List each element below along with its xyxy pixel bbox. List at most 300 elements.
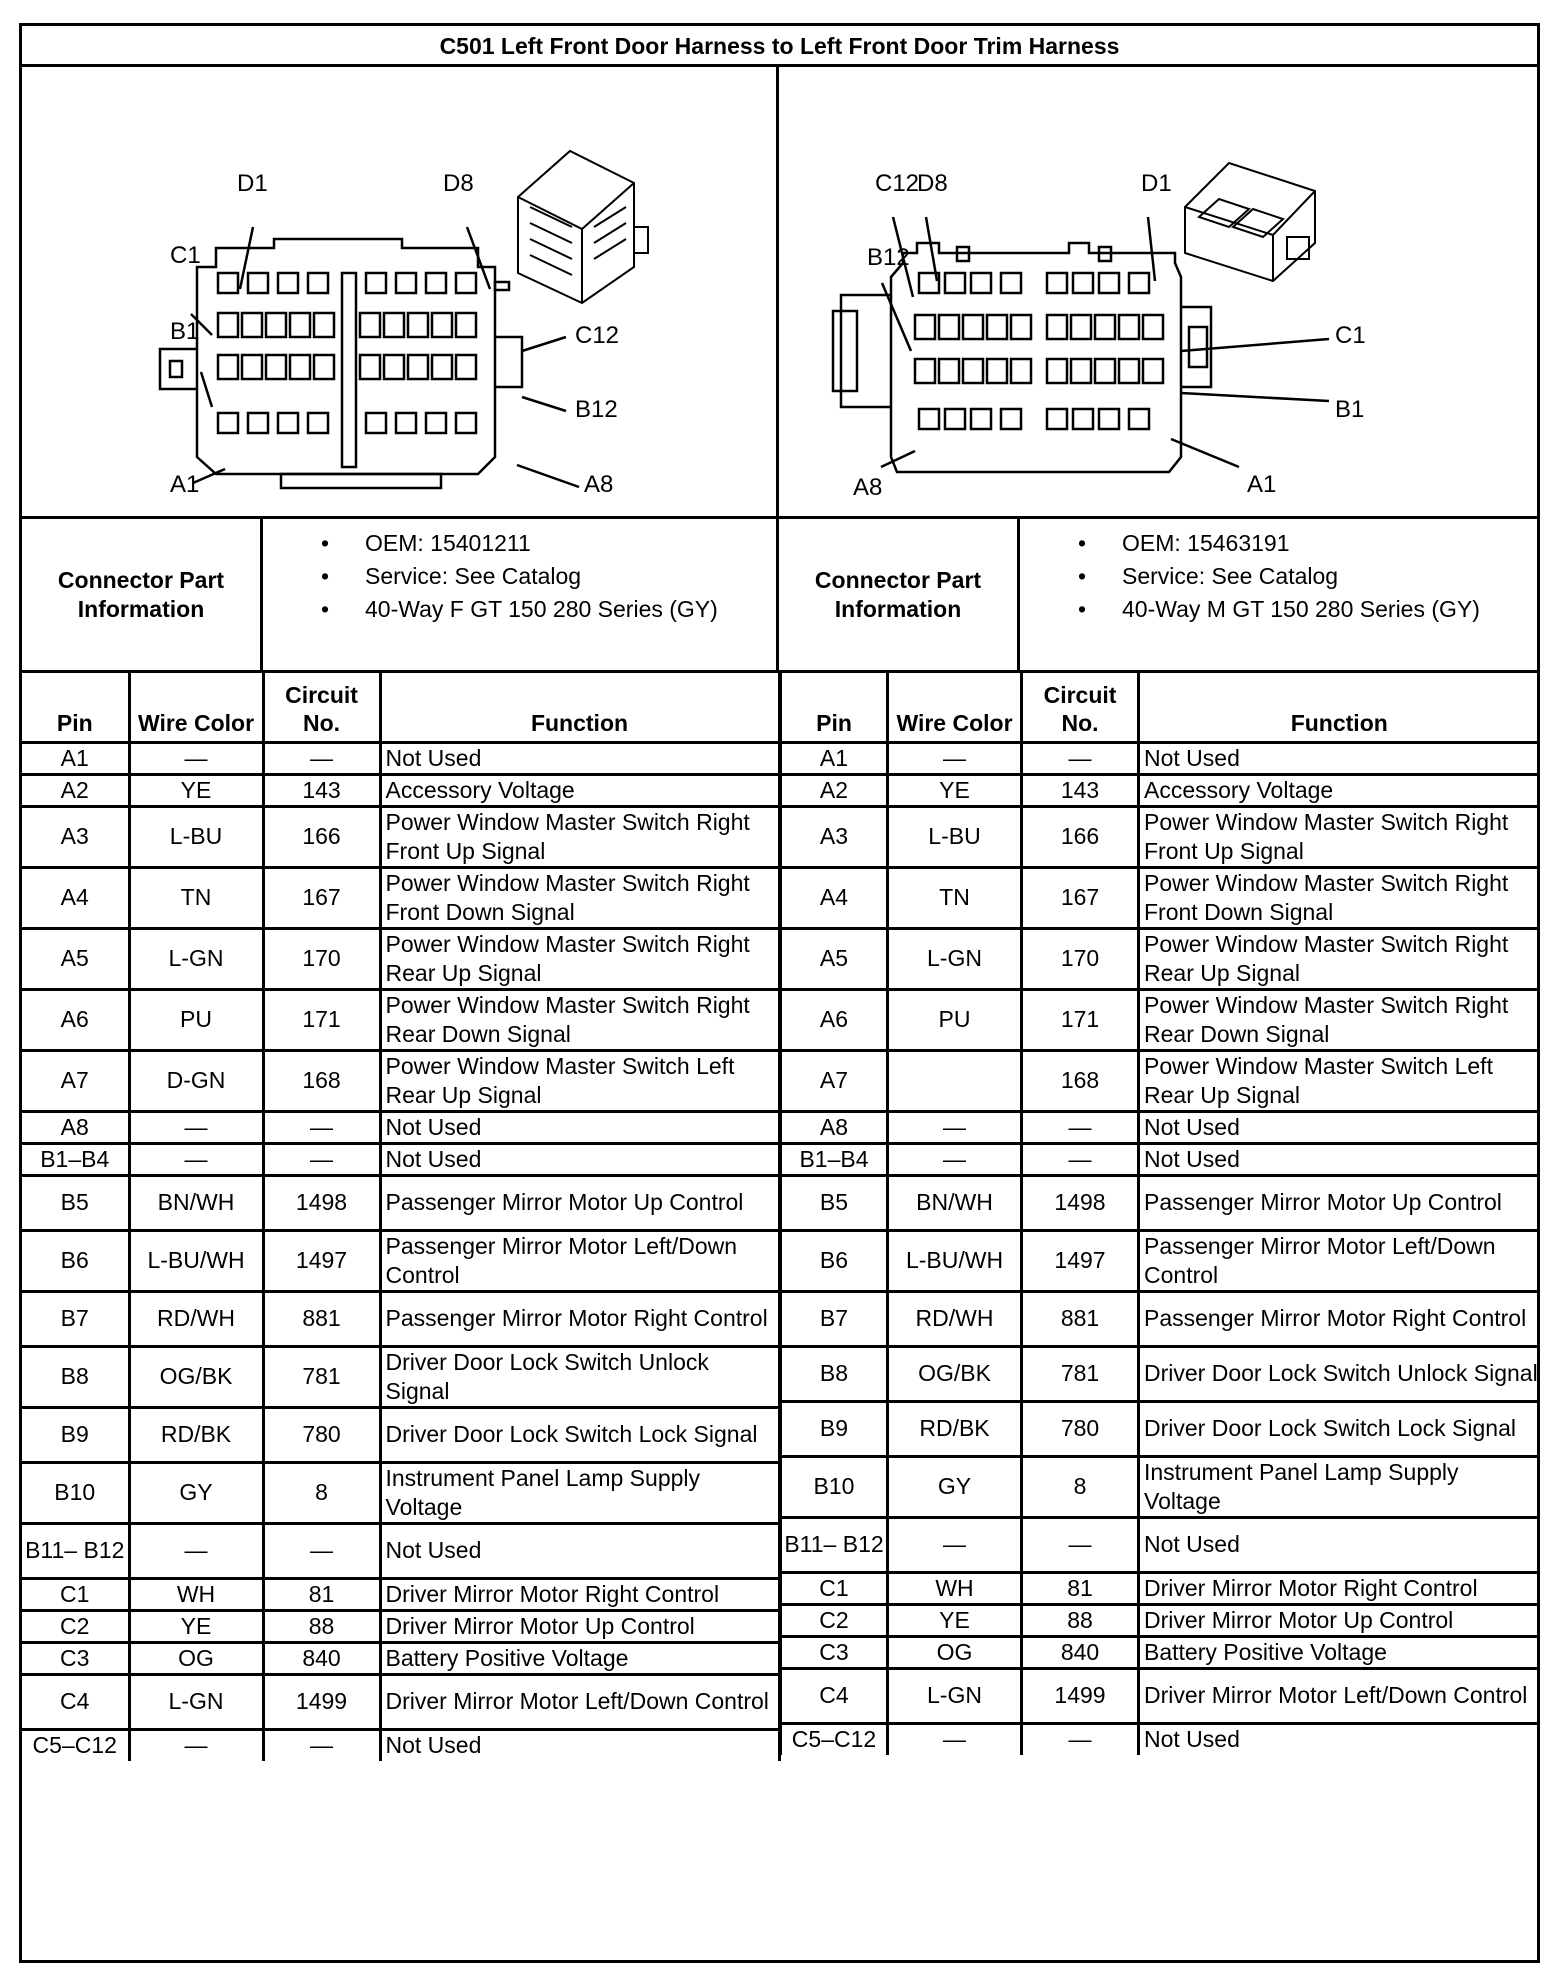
circuit-cell: 167 [263, 867, 380, 928]
label-d1: D1 [237, 170, 268, 197]
wire-color-cell: — [888, 1143, 1022, 1175]
wire-color-cell: L-GN [129, 928, 263, 989]
cavity [1001, 273, 1021, 293]
table-row [781, 1456, 1539, 1517]
function-cell: Power Window Master Switch Right Front Down Signal [380, 867, 779, 928]
cavity [987, 315, 1007, 339]
wire-color-cell: — [129, 1111, 263, 1143]
function-cell: Driver Mirror Motor Left/Down Control [1139, 1668, 1539, 1723]
circuit-cell: 81 [263, 1578, 380, 1610]
circuit-cell: 168 [263, 1050, 380, 1111]
circuit-cell: 143 [263, 774, 380, 806]
wire-color-cell: — [888, 1723, 1022, 1755]
cavity [384, 355, 404, 379]
connector-sheet [19, 23, 1540, 1963]
circuit-cell: 1498 [1022, 1175, 1139, 1230]
table-row [781, 1291, 1539, 1346]
pin-cell: B1–B4 [22, 1143, 129, 1175]
function-cell: Passenger Mirror Motor Right Control [1139, 1291, 1539, 1346]
pin-cell: B10 [781, 1456, 888, 1517]
circuit-cell: 167 [1022, 867, 1139, 928]
pin-cell: B11– B12 [781, 1517, 888, 1572]
cavity [456, 413, 476, 433]
pin-cell: B7 [22, 1291, 129, 1346]
table-row [22, 774, 779, 806]
wire-color-cell: TN [888, 867, 1022, 928]
table-row [22, 806, 779, 867]
header-pin: Pin [22, 673, 129, 742]
page-title: C501 Left Front Door Harness to Left Front Door Trim Harness [22, 26, 1537, 67]
cavity [1099, 409, 1119, 429]
cavity [1073, 409, 1093, 429]
function-cell: Driver Door Lock Switch Lock Signal [1139, 1401, 1539, 1456]
pin-cell: C5–C12 [781, 1723, 888, 1755]
function-cell: Not Used [380, 742, 779, 774]
table-row [781, 774, 1539, 806]
cavity [456, 313, 476, 337]
table-row [781, 1604, 1539, 1636]
circuit-cell: 1497 [263, 1230, 380, 1291]
cavity [278, 273, 298, 293]
function-cell: Not Used [1139, 742, 1539, 774]
cavity [248, 273, 268, 293]
table-row [22, 1610, 779, 1642]
circuit-cell: 166 [263, 806, 380, 867]
table-row [22, 1674, 779, 1729]
header-circuit-no: Circuit No. [1022, 673, 1139, 742]
circuit-cell: 780 [263, 1407, 380, 1462]
table-row [22, 1230, 779, 1291]
function-cell: Not Used [380, 1729, 779, 1761]
cavity [1119, 315, 1139, 339]
circuit-cell: — [1022, 1143, 1139, 1175]
pin-cell: A1 [781, 742, 888, 774]
wire-color-cell: PU [888, 989, 1022, 1050]
pin-cell: A8 [781, 1111, 888, 1143]
function-cell: Passenger Mirror Motor Left/Down Control [1139, 1230, 1539, 1291]
table-row [781, 1572, 1539, 1604]
table-row [781, 1401, 1539, 1456]
circuit-cell: 166 [1022, 806, 1139, 867]
wire-color-cell: — [129, 1523, 263, 1578]
function-cell: Driver Mirror Motor Left/Down Control [380, 1674, 779, 1729]
cavity [1011, 315, 1031, 339]
cavity [963, 315, 983, 339]
table-row [22, 867, 779, 928]
wire-color-cell: L-GN [888, 1668, 1022, 1723]
cavity [1099, 273, 1119, 293]
left-part-info [22, 519, 779, 673]
wire-color-cell: PU [129, 989, 263, 1050]
circuit-cell: — [263, 1143, 380, 1175]
table-row [22, 1578, 779, 1610]
pin-cell: A7 [781, 1050, 888, 1111]
cavity [384, 313, 404, 337]
function-cell: Instrument Panel Lamp Supply Voltage [1139, 1456, 1539, 1517]
table-row [781, 1668, 1539, 1723]
cavity [278, 413, 298, 433]
pin-cell: A2 [22, 774, 129, 806]
cavity [1143, 359, 1163, 383]
cavity [360, 355, 380, 379]
cavity [1073, 273, 1093, 293]
pin-cell: A1 [22, 742, 129, 774]
cavity [1071, 359, 1091, 383]
function-cell: Passenger Mirror Motor Left/Down Control [380, 1230, 779, 1291]
pin-cell: A5 [781, 928, 888, 989]
wire-color-cell: WH [888, 1572, 1022, 1604]
function-cell: Accessory Voltage [1139, 774, 1539, 806]
wire-color-cell: — [129, 1729, 263, 1761]
pin-cell: B5 [22, 1175, 129, 1230]
function-cell: Power Window Master Switch Left Rear Up Signal [380, 1050, 779, 1111]
wire-color-cell: WH [129, 1578, 263, 1610]
pin-cell: C3 [781, 1636, 888, 1668]
pin-cell: B8 [781, 1346, 888, 1401]
circuit-cell: 168 [1022, 1050, 1139, 1111]
part-info-description: • 40-Way F GT 150 280 Series (GY) [263, 593, 776, 626]
table-row [22, 1111, 779, 1143]
table-row [781, 867, 1539, 928]
circuit-cell: — [263, 1729, 380, 1761]
left-cavity-grid [218, 273, 476, 433]
part-info-oem: • OEM: 15401211 [263, 527, 776, 560]
part-info-service: • Service: See Catalog [263, 560, 776, 593]
pin-cell: C1 [22, 1578, 129, 1610]
cavity [314, 313, 334, 337]
label-a1: A1 [1247, 471, 1277, 498]
cavity [971, 273, 991, 293]
label-b1: B1 [1335, 396, 1365, 423]
function-cell: Driver Door Lock Switch Unlock Signal [380, 1346, 779, 1407]
cavity [266, 355, 286, 379]
table-row [781, 1346, 1539, 1401]
circuit-cell: 1499 [1022, 1668, 1139, 1723]
circuit-cell: 88 [263, 1610, 380, 1642]
label-a8: A8 [853, 474, 883, 501]
function-cell: Instrument Panel Lamp Supply Voltage [380, 1462, 779, 1523]
function-cell: Not Used [1139, 1111, 1539, 1143]
part-info-list [1020, 527, 1537, 626]
cavity [987, 359, 1007, 383]
table-row [22, 1462, 779, 1523]
function-cell: Power Window Master Switch Right Rear Up Signal [380, 928, 779, 989]
cavity [308, 273, 328, 293]
wire-color-cell: OG [129, 1642, 263, 1674]
cavity [426, 273, 446, 293]
circuit-cell: 8 [1022, 1456, 1139, 1517]
pin-cell: B11– B12 [22, 1523, 129, 1578]
pin-cell: C2 [22, 1610, 129, 1642]
cavity [290, 355, 310, 379]
right-pin-table [779, 673, 1539, 1755]
table-row [22, 1175, 779, 1230]
cavity [218, 273, 238, 293]
wire-color-cell: GY [129, 1462, 263, 1523]
cavity [408, 313, 428, 337]
pin-cell: B6 [781, 1230, 888, 1291]
pin-cell: A8 [22, 1111, 129, 1143]
label-d8: D8 [917, 170, 948, 197]
wire-color-cell: BN/WH [129, 1175, 263, 1230]
cavity [1047, 409, 1067, 429]
cavity [963, 359, 983, 383]
wire-color-cell: L-GN [129, 1674, 263, 1729]
wire-color-cell: OG [888, 1636, 1022, 1668]
table-row [781, 1111, 1539, 1143]
label-d1: D1 [1141, 170, 1172, 197]
label-a8: A8 [584, 471, 614, 498]
circuit-cell: 840 [263, 1642, 380, 1674]
wire-color-cell: OG/BK [129, 1346, 263, 1407]
function-cell: Not Used [1139, 1143, 1539, 1175]
pin-cell: C4 [22, 1674, 129, 1729]
function-cell: Power Window Master Switch Left Rear Up Signal [1139, 1050, 1539, 1111]
label-a1: A1 [170, 471, 200, 498]
circuit-cell: 1499 [263, 1674, 380, 1729]
header-wire-color: Wire Color [888, 673, 1022, 742]
label-d8: D8 [443, 170, 474, 197]
function-cell: Not Used [380, 1523, 779, 1578]
function-cell: Power Window Master Switch Right Front Down Signal [1139, 867, 1539, 928]
table-row [781, 1636, 1539, 1668]
table-row [22, 1050, 779, 1111]
pin-cell: C4 [781, 1668, 888, 1723]
wire-color-cell: L-GN [888, 928, 1022, 989]
pin-cell: C3 [22, 1642, 129, 1674]
cavity [1143, 315, 1163, 339]
pin-cell: B9 [781, 1401, 888, 1456]
pin-cell: A3 [22, 806, 129, 867]
pin-cell: B10 [22, 1462, 129, 1523]
pin-cell: A6 [22, 989, 129, 1050]
function-cell: Driver Door Lock Switch Unlock Signal [1139, 1346, 1539, 1401]
wire-color-cell: RD/WH [888, 1291, 1022, 1346]
wire-color-cell: OG/BK [888, 1346, 1022, 1401]
cavity [1047, 273, 1067, 293]
function-cell: Power Window Master Switch Right Rear Up Signal [1139, 928, 1539, 989]
pin-cell: B6 [22, 1230, 129, 1291]
table-row [781, 742, 1539, 774]
pin-cell: C2 [781, 1604, 888, 1636]
function-cell: Driver Mirror Motor Up Control [1139, 1604, 1539, 1636]
function-cell: Passenger Mirror Motor Up Control [1139, 1175, 1539, 1230]
wire-color-cell: L-BU [129, 806, 263, 867]
cavity [919, 409, 939, 429]
part-info-oem: • OEM: 15463191 [1020, 527, 1537, 560]
right-connector-diagram [779, 67, 1537, 519]
cavity [939, 359, 959, 383]
cavity [945, 273, 965, 293]
part-info-list [263, 527, 776, 626]
part-info-title: Connector Part Information [22, 519, 263, 670]
cavity [396, 273, 416, 293]
function-cell: Not Used [380, 1143, 779, 1175]
function-cell: Power Window Master Switch Right Rear Down Signal [1139, 989, 1539, 1050]
function-cell: Not Used [1139, 1723, 1539, 1755]
pin-cell: A7 [22, 1050, 129, 1111]
cavity [366, 273, 386, 293]
table-row [781, 1050, 1539, 1111]
circuit-cell: 170 [1022, 928, 1139, 989]
circuit-cell: — [1022, 1111, 1139, 1143]
cavity [266, 313, 286, 337]
table-row [781, 1143, 1539, 1175]
pin-cell: A2 [781, 774, 888, 806]
right-connector-iso-icon [1185, 163, 1315, 281]
label-c1: C1 [170, 242, 201, 269]
wire-color-cell: — [129, 1143, 263, 1175]
table-row [22, 1407, 779, 1462]
cavity [396, 413, 416, 433]
table-row [781, 928, 1539, 989]
table-row [22, 742, 779, 774]
part-info-description: • 40-Way M GT 150 280 Series (GY) [1020, 593, 1537, 626]
part-info-title: Connector Part Information [779, 519, 1020, 670]
label-b12: B12 [575, 396, 618, 423]
cavity [314, 355, 334, 379]
cavity [248, 413, 268, 433]
circuit-cell: 781 [1022, 1346, 1139, 1401]
circuit-cell: 171 [1022, 989, 1139, 1050]
function-cell: Battery Positive Voltage [380, 1642, 779, 1674]
table-row [22, 1291, 779, 1346]
function-cell: Driver Mirror Motor Right Control [1139, 1572, 1539, 1604]
cavity [308, 413, 328, 433]
wire-color-cell: YE [888, 774, 1022, 806]
cavity [1119, 359, 1139, 383]
label-c1: C1 [1335, 322, 1366, 349]
circuit-cell: 881 [263, 1291, 380, 1346]
header-wire-color: Wire Color [129, 673, 263, 742]
table-row [22, 928, 779, 989]
wire-color-cell: TN [129, 867, 263, 928]
label-c12: C12 [575, 322, 620, 349]
cavity [1047, 359, 1067, 383]
cavity [1047, 315, 1067, 339]
pin-cell: A4 [22, 867, 129, 928]
wire-color-cell: L-BU/WH [888, 1230, 1022, 1291]
cavity [242, 355, 262, 379]
cavity [915, 315, 935, 339]
cavity [1011, 359, 1031, 383]
table-row [781, 1175, 1539, 1230]
pin-cell: B7 [781, 1291, 888, 1346]
table-row [22, 1346, 779, 1407]
wire-color-cell: — [888, 1111, 1022, 1143]
wire-color-cell [888, 1050, 1022, 1111]
cavity [915, 359, 935, 383]
function-cell: Passenger Mirror Motor Up Control [380, 1175, 779, 1230]
cavity [242, 313, 262, 337]
function-cell: Driver Mirror Motor Up Control [380, 1610, 779, 1642]
cavity [939, 315, 959, 339]
cavity [1129, 273, 1149, 293]
cavity [366, 413, 386, 433]
pin-cell: B8 [22, 1346, 129, 1407]
pin-cell: C1 [781, 1572, 888, 1604]
circuit-cell: — [1022, 742, 1139, 774]
header-function: Function [1139, 673, 1539, 742]
cavity [945, 409, 965, 429]
circuit-cell: 81 [1022, 1572, 1139, 1604]
function-cell: Not Used [380, 1111, 779, 1143]
wire-color-cell: YE [888, 1604, 1022, 1636]
cavity [218, 355, 238, 379]
wire-color-cell: RD/BK [129, 1407, 263, 1462]
table-row [22, 1642, 779, 1674]
function-cell: Battery Positive Voltage [1139, 1636, 1539, 1668]
function-cell: Power Window Master Switch Right Front Up Signal [1139, 806, 1539, 867]
cavity [426, 413, 446, 433]
circuit-cell: 170 [263, 928, 380, 989]
circuit-cell: 840 [1022, 1636, 1139, 1668]
pin-cell: A4 [781, 867, 888, 928]
wire-color-cell: GY [888, 1456, 1022, 1517]
right-part-info [779, 519, 1537, 673]
function-cell: Driver Door Lock Switch Lock Signal [380, 1407, 779, 1462]
part-info-service: • Service: See Catalog [1020, 560, 1537, 593]
circuit-cell: 780 [1022, 1401, 1139, 1456]
cavity [456, 273, 476, 293]
left-connector-iso-icon [518, 151, 648, 303]
cavity [290, 313, 310, 337]
function-cell: Not Used [1139, 1517, 1539, 1572]
wire-color-cell: — [129, 742, 263, 774]
wire-color-cell: L-BU/WH [129, 1230, 263, 1291]
pin-cell: B9 [22, 1407, 129, 1462]
circuit-cell: 1497 [1022, 1230, 1139, 1291]
label-b1: B1 [170, 318, 200, 345]
pin-cell: B5 [781, 1175, 888, 1230]
wire-color-cell: L-BU [888, 806, 1022, 867]
cavity [1001, 409, 1021, 429]
table-row [22, 1523, 779, 1578]
circuit-cell: — [1022, 1723, 1139, 1755]
cavity [218, 413, 238, 433]
circuit-cell: 881 [1022, 1291, 1139, 1346]
circuit-cell: 1498 [263, 1175, 380, 1230]
function-cell: Accessory Voltage [380, 774, 779, 806]
pin-cell: A5 [22, 928, 129, 989]
table-row [22, 1143, 779, 1175]
header-pin: Pin [781, 673, 888, 742]
wire-color-cell: YE [129, 1610, 263, 1642]
table-row [781, 989, 1539, 1050]
header-circuit-no: Circuit No. [263, 673, 380, 742]
cavity [1095, 315, 1115, 339]
cavity [408, 355, 428, 379]
wire-color-cell: BN/WH [888, 1175, 1022, 1230]
table-row [781, 806, 1539, 867]
function-cell: Driver Mirror Motor Right Control [380, 1578, 779, 1610]
wire-color-cell: YE [129, 774, 263, 806]
function-cell: Power Window Master Switch Right Front Up Signal [380, 806, 779, 867]
table-row [781, 1517, 1539, 1572]
circuit-cell: — [1022, 1517, 1139, 1572]
left-connector-diagram [22, 67, 779, 519]
circuit-cell: 171 [263, 989, 380, 1050]
left-pin-table [22, 673, 781, 1761]
table-row [781, 1723, 1539, 1755]
cavity [432, 355, 452, 379]
right-connector-drawing [779, 67, 1534, 516]
cavity [456, 355, 476, 379]
wire-color-cell: — [888, 742, 1022, 774]
circuit-cell: — [263, 1111, 380, 1143]
pin-cell: C5–C12 [22, 1729, 129, 1761]
cavity [1129, 409, 1149, 429]
